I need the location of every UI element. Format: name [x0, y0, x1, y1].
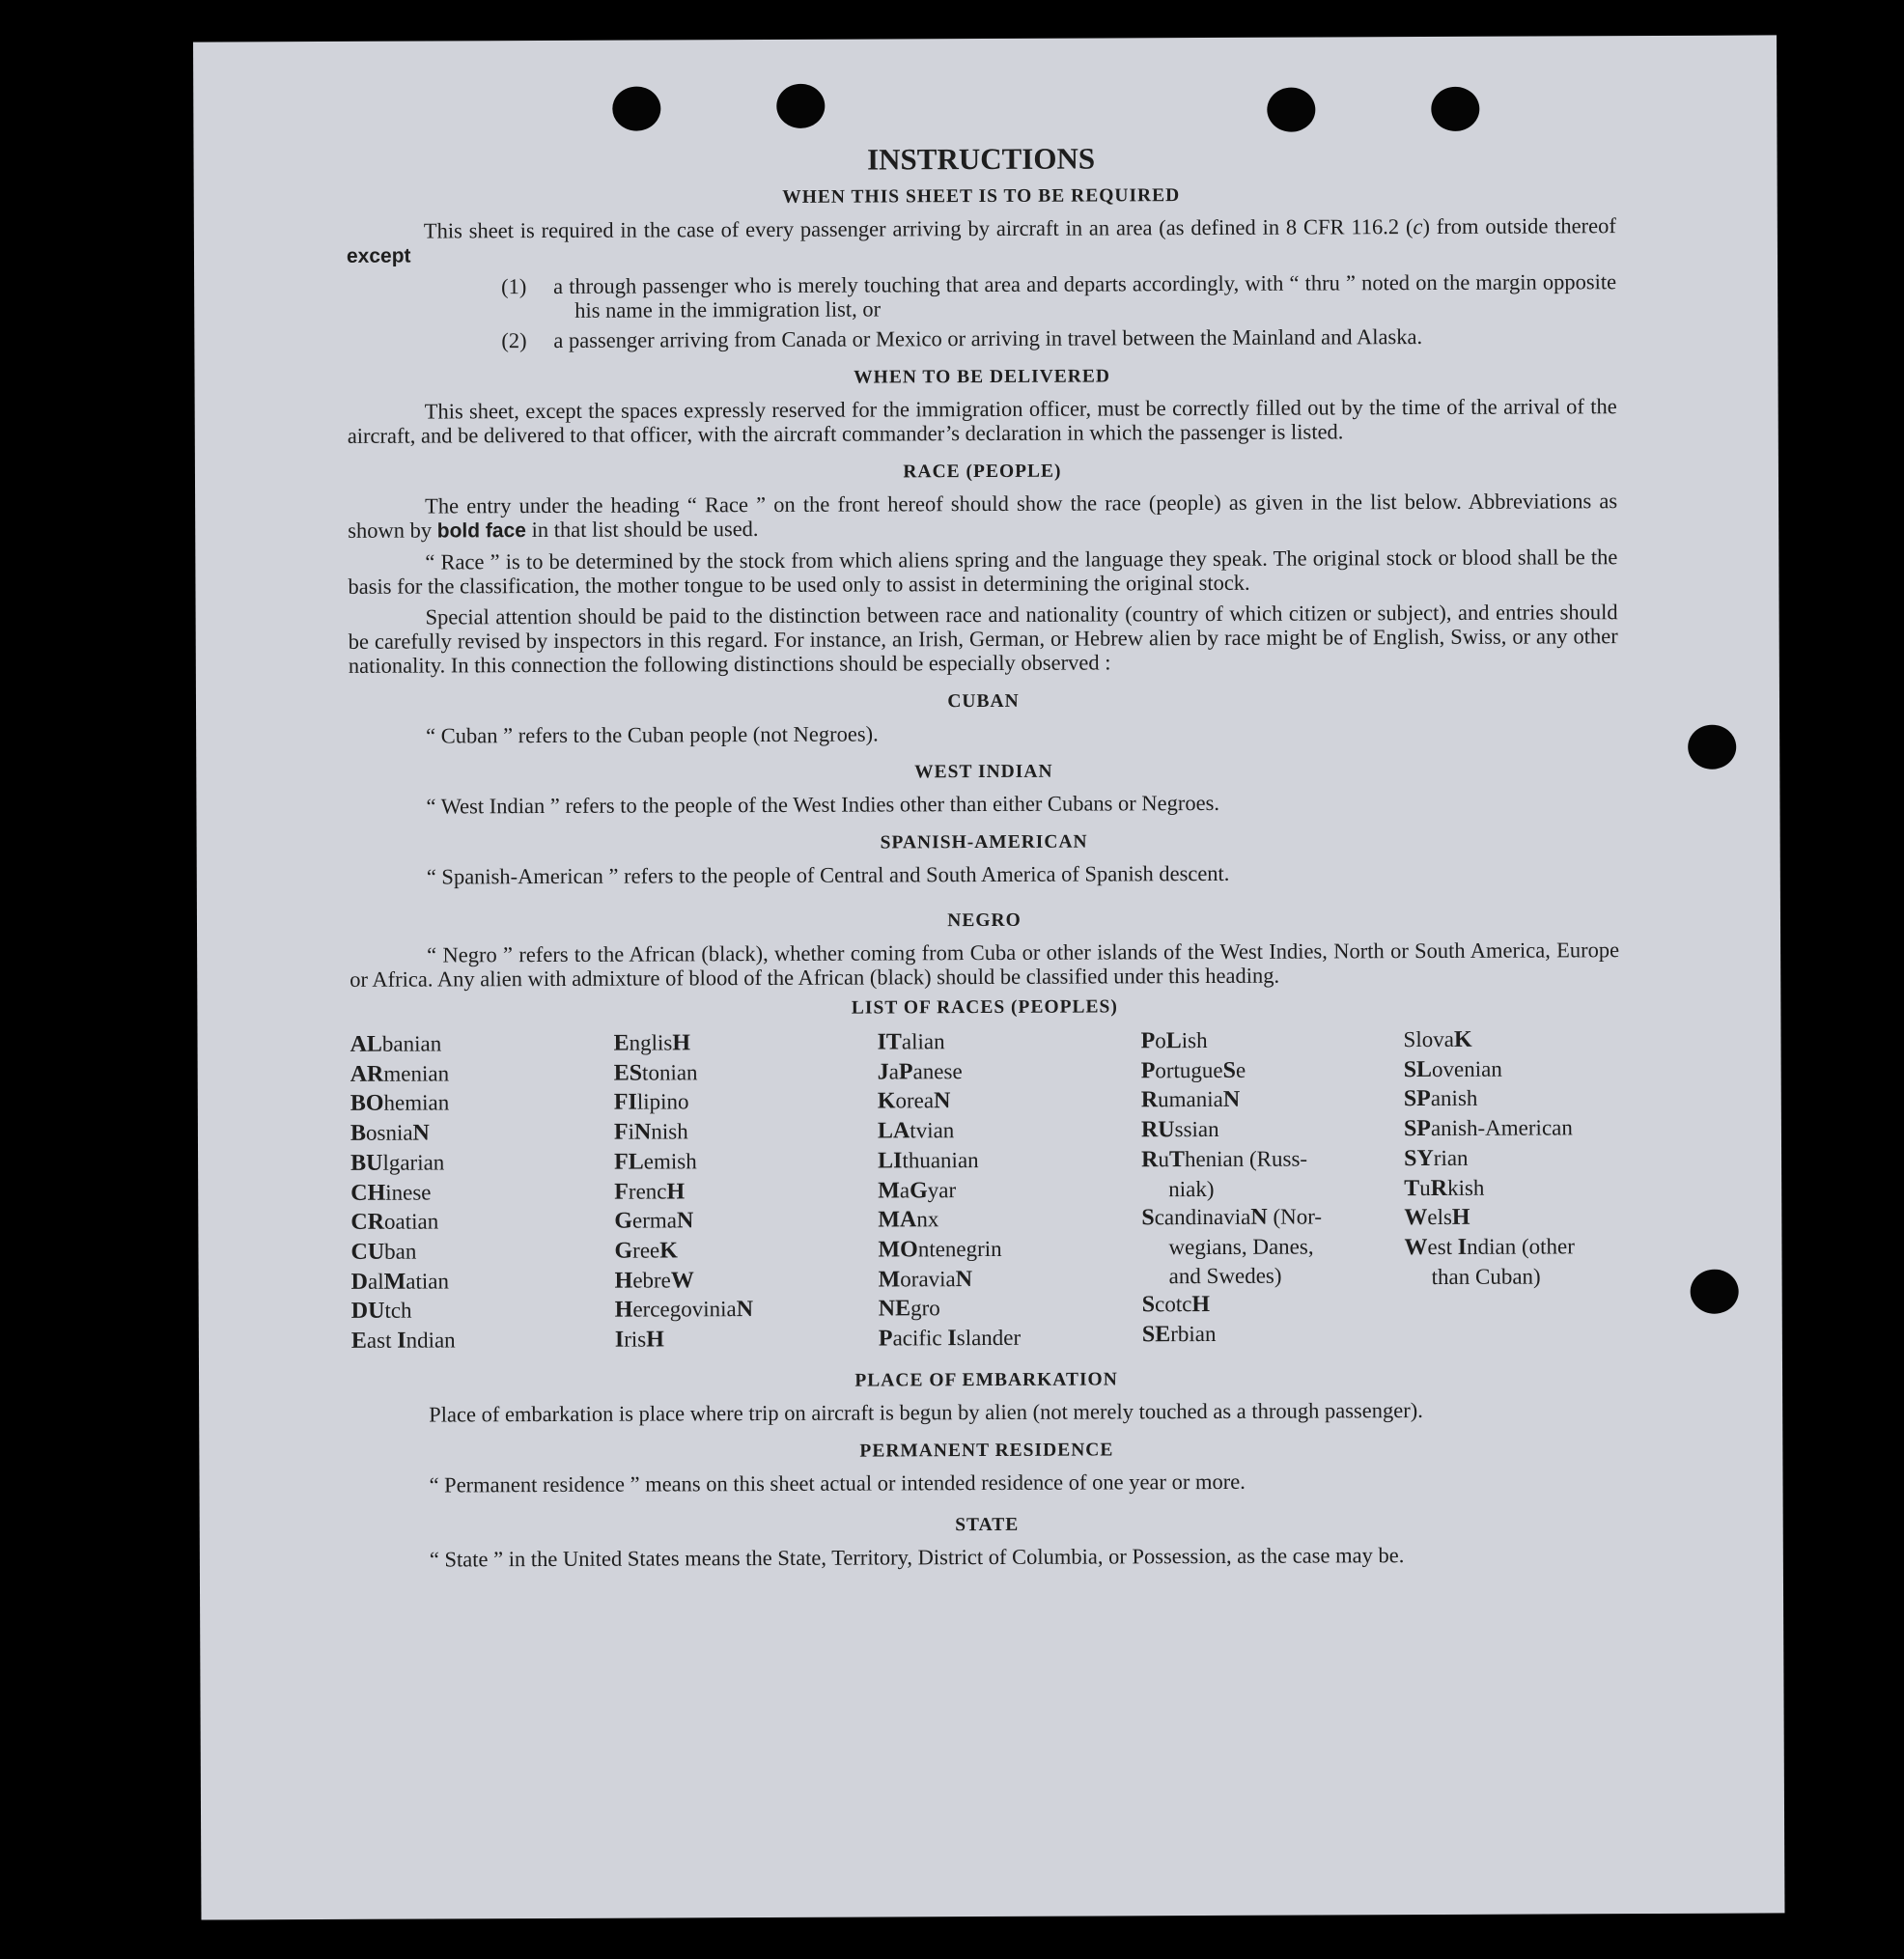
race-text: tonian — [641, 1060, 698, 1085]
race-list — [350, 1024, 1620, 1356]
race-entry — [879, 1323, 1142, 1354]
race-entry — [350, 1088, 614, 1119]
paragraph: “ Permanent residence ” means on this sheet actual or intended residence of one year or more. — [429, 1469, 1246, 1497]
race-entry — [615, 1265, 879, 1296]
race-text: nx — [916, 1207, 939, 1232]
item-number: (2) — [501, 328, 527, 353]
race-abbrev: S — [1222, 1057, 1237, 1083]
race-text: atian — [406, 1269, 449, 1294]
instructions-content — [346, 140, 1623, 1845]
punch-hole — [1691, 1270, 1739, 1314]
race-abbrev: LA — [877, 1118, 910, 1144]
paragraph: “ State ” in the United States means the State, Territory, District of Columbia, or Possession, as the case may be. — [429, 1542, 1405, 1572]
race-entry — [1403, 1024, 1619, 1055]
race-abbrev: CU — [350, 1239, 385, 1265]
race-entry — [350, 1177, 614, 1208]
race-entry — [878, 1234, 1141, 1265]
race-entry — [350, 1207, 614, 1238]
race-text: a — [888, 1059, 899, 1084]
race-text: acific — [892, 1326, 948, 1351]
race-abbrev: AR — [350, 1061, 384, 1087]
race-text: (Nor- — [1267, 1204, 1323, 1229]
race-abbrev: SP — [1403, 1086, 1431, 1112]
race-entry — [878, 1115, 1141, 1146]
race-entry — [1404, 1084, 1620, 1115]
race-column — [877, 1026, 1141, 1354]
race-abbrev: FI — [613, 1089, 637, 1116]
race-entry — [1141, 1232, 1404, 1262]
race-text: ercegovinia — [632, 1297, 737, 1322]
paragraph: “ West Indian ” refers to the people of the West Indies other than either Cubans or Negroes. — [426, 790, 1220, 819]
race-abbrev: I — [1457, 1234, 1468, 1260]
race-abbrev: F — [613, 1119, 629, 1145]
race-text: anish — [1430, 1086, 1478, 1111]
race-text: yar — [927, 1177, 957, 1202]
race-abbrev: H — [614, 1268, 633, 1294]
race-abbrev: H — [666, 1178, 686, 1204]
text-fragment: in that list should be used. — [525, 517, 759, 543]
race-abbrev: R — [1430, 1175, 1448, 1201]
race-abbrev: BU — [350, 1150, 383, 1176]
paragraph: “ Negro ” refers to the African (black), whether coming from Cuba or other islands of the West Indies, North or South America, Europe or Africa. Any alien with admixture of blood of the African (black) should be classified under this heading. — [350, 938, 1620, 992]
race-abbrev: P — [878, 1326, 893, 1352]
race-entry — [1142, 1261, 1405, 1291]
section-heading: WHEN TO BE DELIVERED — [854, 366, 1110, 388]
paragraph: “ Cuban ” refers to the Cuban people (not Negroes). — [426, 721, 879, 748]
section-heading: PLACE OF EMBARKATION — [854, 1369, 1118, 1391]
race-text: ndian — [406, 1328, 456, 1353]
race-text: ree — [632, 1238, 660, 1263]
race-abbrev: SP — [1403, 1116, 1432, 1142]
punch-hole — [1688, 725, 1736, 770]
race-text: menian — [383, 1061, 450, 1086]
race-abbrev: I — [397, 1328, 406, 1354]
race-text: emish — [643, 1149, 697, 1174]
race-text: u — [1158, 1146, 1169, 1172]
race-abbrev: F — [614, 1179, 629, 1205]
race-entry — [614, 1206, 878, 1237]
section-heading: STATE — [955, 1514, 1020, 1535]
race-text: tch — [384, 1298, 412, 1324]
race-entry — [350, 1118, 614, 1149]
race-text: thuanian — [902, 1147, 979, 1173]
race-abbrev: M — [878, 1177, 900, 1204]
race-text: rian — [1433, 1145, 1469, 1170]
race-entry — [1141, 1055, 1404, 1086]
race-entry — [879, 1294, 1142, 1325]
race-column — [613, 1027, 878, 1355]
race-entry — [1141, 1144, 1404, 1175]
race-abbrev: M — [878, 1267, 901, 1293]
paragraph — [348, 489, 1617, 544]
race-abbrev: N — [736, 1297, 754, 1323]
race-text: oravia — [900, 1266, 956, 1292]
race-abbrev: K — [1453, 1026, 1472, 1052]
race-text: slander — [956, 1325, 1022, 1351]
race-text: wegians, Danes, — [1168, 1234, 1314, 1260]
race-abbrev: DU — [350, 1299, 385, 1325]
race-text: u — [1419, 1175, 1431, 1200]
race-abbrev: W — [1404, 1205, 1428, 1231]
race-text: anish-American — [1430, 1115, 1573, 1141]
race-entry — [1141, 1174, 1404, 1204]
race-abbrev: CR — [350, 1209, 385, 1236]
race-abbrev: K — [659, 1238, 678, 1264]
item-number: (1) — [501, 274, 527, 299]
race-text: kish — [1447, 1175, 1485, 1200]
race-abbrev: D — [350, 1269, 369, 1295]
paragraph — [347, 213, 1616, 268]
paragraph: Place of embarkation is place where trip on aircraft is begun by alien (not merely touched as a through passenger). — [429, 1397, 1423, 1427]
race-entry — [1404, 1143, 1620, 1174]
race-entry — [1140, 1025, 1403, 1056]
race-abbrev: H — [1451, 1205, 1470, 1231]
race-text: nglis — [629, 1030, 673, 1055]
race-text: ssian — [1174, 1117, 1219, 1142]
race-abbrev: H — [646, 1327, 664, 1353]
race-abbrev: N — [412, 1120, 430, 1146]
text-fragment: c — [1413, 214, 1423, 239]
race-entry — [878, 1205, 1141, 1236]
race-text: umania — [1158, 1087, 1223, 1112]
page-title: INSTRUCTIONS — [866, 141, 1096, 177]
punch-hole — [1267, 88, 1315, 132]
race-text: and Swedes) — [1168, 1263, 1282, 1288]
race-entry — [615, 1325, 879, 1356]
paragraph: “ Race ” is to be determined by the stock from which aliens spring and the language they speak. The original stock or blood shall be the basis for the classification, the mother tongue to be used only to assist in determining the original stock. — [348, 545, 1618, 599]
race-entry — [877, 1026, 1140, 1057]
race-text: orea — [895, 1088, 935, 1113]
race-text: hemian — [383, 1090, 450, 1116]
race-column — [1140, 1025, 1404, 1353]
race-text: ovenian — [1431, 1056, 1502, 1081]
race-abbrev: R — [1141, 1147, 1159, 1173]
race-abbrev: N — [1250, 1204, 1268, 1231]
race-entry — [613, 1027, 877, 1058]
race-abbrev: W — [1404, 1234, 1428, 1261]
race-text: gro — [910, 1296, 940, 1321]
race-text: els — [1427, 1205, 1452, 1230]
race-abbrev: N — [676, 1208, 694, 1234]
list-item — [347, 269, 1616, 323]
item-text: a passenger arriving from Canada or Mexico or arriving in travel between the Mainland and Alaska. — [553, 324, 1423, 352]
text-fragment: ) from outside thereof — [1422, 213, 1616, 239]
race-abbrev: MO — [878, 1237, 918, 1263]
race-entry — [1141, 1202, 1404, 1233]
race-entry — [878, 1145, 1141, 1176]
race-entry — [1142, 1289, 1405, 1320]
race-abbrev: S — [1141, 1292, 1156, 1318]
paragraph: Special attention should be paid to the distinction between race and nationality (country of which citizen or subject), and entries should be carefully revised by inspectors in this regard. For instance, an Irish, German, or Hebrew alien by race might be of English, Swiss, or any other nationality. In this connection the following distinctions should be especially observed : — [348, 600, 1618, 678]
race-entry — [1405, 1262, 1621, 1292]
race-abbrev: CH — [350, 1180, 386, 1206]
race-abbrev: N — [1222, 1087, 1241, 1113]
bold-word: except — [346, 244, 411, 267]
race-abbrev: I — [614, 1327, 625, 1353]
item-text: a through passenger who is merely touching that area and departs accordingly, with “ thru ” noted on the margin opposite his name in the immigration list, or — [553, 269, 1617, 322]
race-text: ish — [1181, 1028, 1208, 1053]
race-entry — [1142, 1319, 1405, 1350]
race-text: o — [1155, 1028, 1166, 1053]
race-entry — [878, 1056, 1141, 1087]
race-abbrev: RU — [1140, 1117, 1175, 1143]
race-entry — [350, 1147, 614, 1178]
race-abbrev: BO — [350, 1091, 384, 1117]
race-entry — [614, 1146, 878, 1177]
race-column — [1403, 1024, 1620, 1352]
section-heading: NEGRO — [947, 910, 1022, 932]
race-abbrev: G — [910, 1177, 928, 1203]
race-abbrev: G — [614, 1238, 633, 1264]
race-entry — [1404, 1113, 1620, 1144]
race-entry — [614, 1176, 878, 1207]
punch-hole — [776, 84, 825, 128]
race-text: ris — [624, 1327, 647, 1352]
race-text: cotc — [1155, 1292, 1192, 1317]
race-text: a — [899, 1177, 910, 1202]
race-entry — [350, 1237, 614, 1268]
race-abbrev: H — [614, 1297, 633, 1324]
race-abbrev: NE — [878, 1296, 911, 1322]
race-text: inese — [385, 1180, 432, 1205]
race-text: nish — [651, 1119, 688, 1144]
document-page — [193, 35, 1784, 1919]
race-entry — [351, 1296, 615, 1327]
race-abbrev: MA — [878, 1207, 917, 1233]
race-abbrev: P — [898, 1059, 913, 1085]
race-abbrev: SE — [1141, 1322, 1171, 1348]
race-text: e — [1235, 1057, 1246, 1082]
race-text: osnia — [365, 1120, 413, 1145]
race-entry — [351, 1326, 615, 1357]
race-abbrev: SY — [1404, 1145, 1434, 1171]
race-abbrev: G — [614, 1208, 633, 1234]
race-entry — [878, 1086, 1141, 1117]
race-abbrev: E — [350, 1328, 367, 1354]
race-entry — [878, 1175, 1141, 1206]
text-fragment: The entry under the heading “ Race ” on the front hereof should show the race (people) as given in the list below. Abbreviations as shown by — [348, 489, 1618, 543]
race-text: ntenegrin — [917, 1236, 1002, 1262]
race-entry — [350, 1058, 614, 1089]
race-abbrev: IT — [877, 1029, 902, 1055]
list-item — [347, 323, 1616, 353]
race-abbrev: H — [1191, 1292, 1211, 1318]
race-text: renc — [628, 1178, 667, 1204]
race-text: est — [1427, 1234, 1458, 1259]
race-text: tvian — [910, 1118, 955, 1143]
section-heading: LIST OF RACES (PEOPLES) — [851, 996, 1118, 1019]
race-column — [350, 1029, 614, 1357]
section-heading: WHEN THIS SHEET IS TO BE REQUIRED — [782, 185, 1181, 208]
race-abbrev: K — [877, 1088, 896, 1114]
race-abbrev: L — [1165, 1028, 1182, 1054]
race-text: candinavia — [1154, 1205, 1251, 1230]
race-abbrev: LI — [878, 1148, 903, 1174]
race-entry — [614, 1117, 878, 1148]
race-text: henian (Russ- — [1184, 1146, 1308, 1171]
race-abbrev: S — [1141, 1205, 1155, 1231]
race-entry — [350, 1029, 613, 1060]
race-entry — [615, 1295, 879, 1326]
race-entry — [879, 1264, 1142, 1295]
race-text: alian — [901, 1029, 945, 1054]
race-abbrev: T — [1404, 1175, 1420, 1201]
race-text: niak) — [1168, 1176, 1215, 1201]
race-entry — [1404, 1173, 1620, 1204]
race-text: Slova — [1403, 1026, 1454, 1052]
race-text: i — [628, 1119, 635, 1144]
race-abbrev: I — [947, 1326, 957, 1352]
race-abbrev: N — [633, 1119, 652, 1145]
race-abbrev: ES — [613, 1060, 643, 1086]
race-text: anese — [912, 1058, 963, 1084]
race-text: than Cuban) — [1431, 1264, 1541, 1289]
race-entry — [614, 1057, 878, 1088]
race-abbrev: SL — [1403, 1056, 1433, 1082]
section-heading: CUBAN — [947, 690, 1020, 713]
race-text: oatian — [383, 1209, 439, 1234]
race-text: ast — [366, 1328, 398, 1353]
race-abbrev: B — [350, 1120, 367, 1146]
race-abbrev: W — [670, 1267, 694, 1294]
race-text: lgarian — [382, 1150, 445, 1175]
bold-word: bold face — [436, 519, 526, 543]
race-abbrev: E — [613, 1030, 630, 1056]
race-abbrev: AL — [350, 1031, 382, 1057]
race-abbrev: FL — [614, 1149, 644, 1175]
race-abbrev: J — [877, 1059, 889, 1085]
race-entry — [351, 1266, 615, 1297]
race-entry — [1404, 1232, 1620, 1263]
paragraph: “ Spanish-American ” refers to the people of Central and South America of Spanish descent. — [426, 860, 1230, 889]
race-text: rbian — [1170, 1321, 1217, 1347]
race-abbrev: N — [933, 1088, 951, 1114]
race-entry — [1141, 1114, 1404, 1145]
race-entry — [1141, 1085, 1404, 1116]
race-text: ortugue — [1155, 1057, 1223, 1082]
punch-hole — [612, 86, 660, 130]
race-text: erma — [631, 1208, 678, 1233]
race-abbrev: N — [955, 1266, 973, 1292]
race-abbrev: R — [1140, 1087, 1159, 1113]
race-abbrev: T — [1168, 1146, 1185, 1172]
paragraph: This sheet, except the spaces expressly reserved for the immigration officer, must be correctly filled out by the time of the arrival of the aircraft, and be delivered to that officer, with the aircraft commander’s declaration in which the passenger is listed. — [347, 394, 1617, 448]
race-text: al — [367, 1269, 384, 1294]
section-heading: WEST INDIAN — [914, 761, 1053, 783]
text-fragment: This sheet is required in the case of every passenger arriving by aircraft in an area (as defined in 8 CFR 116.2 ( — [423, 214, 1414, 243]
race-abbrev: P — [1140, 1057, 1156, 1084]
race-abbrev: P — [1140, 1028, 1156, 1054]
punch-hole — [1431, 87, 1479, 131]
race-text: ebre — [632, 1268, 671, 1293]
race-entry — [1404, 1054, 1620, 1085]
race-entry — [614, 1087, 878, 1118]
race-abbrev: H — [672, 1030, 691, 1056]
race-abbrev: M — [383, 1269, 406, 1295]
race-text: banian — [381, 1031, 442, 1056]
section-heading: SPANISH-AMERICAN — [880, 831, 1088, 854]
section-heading: PERMANENT RESIDENCE — [859, 1440, 1114, 1462]
race-text: ndian (other — [1467, 1234, 1575, 1259]
race-text: ban — [384, 1239, 417, 1264]
section-heading: RACE (PEOPLE) — [903, 461, 1062, 483]
race-entry — [614, 1235, 878, 1266]
race-text: lipino — [636, 1089, 689, 1114]
race-entry — [1404, 1202, 1620, 1233]
